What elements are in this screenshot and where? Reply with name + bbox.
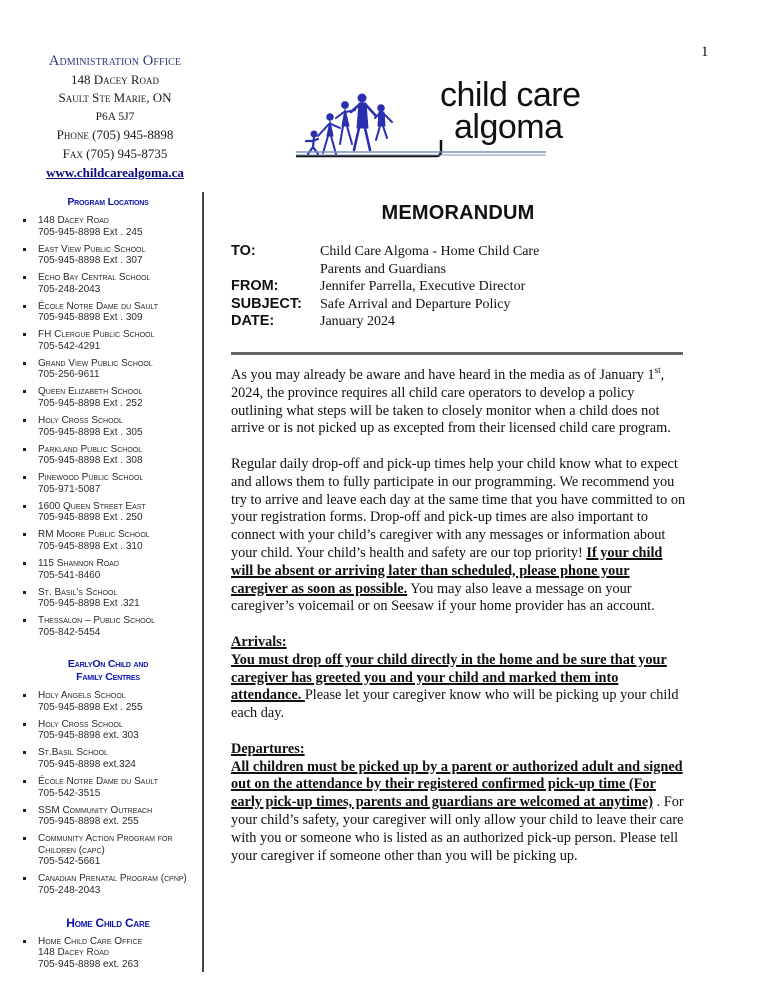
- header-divider: [231, 352, 683, 355]
- arrivals-heading: Arrivals:: [231, 633, 287, 650]
- location-name: Canadian Prenatal Program (cpnp): [38, 873, 187, 885]
- location-name: Pinewood Public School: [38, 472, 144, 484]
- location-phone: 705-945-8898 Ext . 310: [38, 540, 143, 552]
- memo-to-value: Child Care Algoma - Home Child Care: [320, 244, 540, 259]
- location-phone: 705-945-8898 ext. 303: [38, 730, 139, 742]
- location-phone: 705-945-8898 ext.324: [38, 759, 136, 771]
- list-item: [16, 244, 200, 267]
- admin-phone-label: Phone: [56, 127, 89, 143]
- location-phone: 705-248-2043: [38, 283, 101, 295]
- website-link[interactable]: www.childcarealgoma.ca: [46, 164, 184, 180]
- bullet-icon: [23, 877, 26, 880]
- location-name: RM Moore Public School: [38, 529, 150, 541]
- list-item: [16, 805, 200, 828]
- bullet-icon: [23, 533, 26, 536]
- list-item: [16, 873, 200, 896]
- list-item: [16, 776, 200, 799]
- list-item: [16, 558, 200, 581]
- memo-from-value: Jennifer Parrella, Executive Director: [320, 279, 526, 295]
- dropoff-text-a: Regular daily drop-off and pick-up times help your child know what to expect and allows them to fully participate in our programming. We recommend you try to arrive and leave each day at the same time that you have committed to on your registration forms. Drop-off and pick-up times are also important to connect with your child’s caregiver with any messages or information about your child. Your child’s health and safety are our top priority!: [231, 455, 686, 561]
- dropoff-emphasis: If your child will be absent or arriving later than scheduled, please phone your caregiver as soon as possible.: [231, 544, 663, 597]
- memo-to-row-2: [231, 261, 685, 279]
- memo-from-label: FROM:: [231, 278, 279, 295]
- admin-postal: P6A 5J7: [95, 110, 135, 123]
- location-phone: 705-945-8898 Ext . 245: [38, 226, 143, 238]
- list-item: [16, 472, 200, 495]
- location-phone: 705-971-5087: [38, 483, 101, 495]
- list-item: [16, 444, 200, 467]
- bullet-icon: [23, 248, 26, 251]
- bullet-icon: [23, 419, 26, 422]
- sidebar: [16, 196, 200, 976]
- bullet-icon: [23, 780, 26, 783]
- memo-title: MEMORANDUM: [381, 202, 535, 224]
- bullet-icon: [23, 619, 26, 622]
- bullet-icon: [23, 751, 26, 754]
- program-locations-heading: Program Locations: [67, 196, 149, 208]
- earlyon-heading: [16, 658, 200, 684]
- arrivals-emphasis: You must drop off your child directly in the home and be sure that your caregiver has greeted you and your child and marked them into attendance.: [231, 651, 667, 704]
- memo-date-label: DATE:: [231, 313, 275, 330]
- bullet-icon: [23, 723, 26, 726]
- memo-from-row: [231, 278, 685, 296]
- bullet-icon: [23, 276, 26, 279]
- location-name: St.Basil School: [38, 747, 108, 759]
- admin-fax-label: Fax: [62, 145, 83, 161]
- intro-text-a: As you may already be aware and have heard in the media as of January 1: [231, 367, 655, 383]
- paragraph-intro: [231, 367, 687, 438]
- bullet-icon: [23, 219, 26, 222]
- bullet-icon: [23, 562, 26, 565]
- location-phone: 705-542-3515: [38, 787, 101, 799]
- admin-office-title: Administration Office: [48, 53, 182, 69]
- bullet-icon: [23, 448, 26, 451]
- list-item: [16, 329, 200, 352]
- list-item: [16, 719, 200, 742]
- home-child-care-list: [16, 936, 200, 971]
- bullet-icon: [23, 837, 26, 840]
- location-name: Holy Angels School: [38, 690, 126, 702]
- location-name: Holy Cross School: [38, 415, 123, 427]
- location-phone: 705-945-8898 Ext . 250: [38, 512, 143, 524]
- location-name: Queen Elizabeth School: [38, 386, 143, 398]
- location-phone: 705-256-9611: [38, 369, 100, 381]
- memo-body: [231, 367, 687, 883]
- admin-address-line1: 148 Dacey Road: [70, 71, 160, 87]
- memo-to-row: [231, 243, 685, 261]
- location-name: Echo Bay Central School: [38, 272, 151, 284]
- list-item: [16, 833, 200, 868]
- intro-sup: st: [654, 365, 661, 376]
- location-phone: 705-945-8898 ext. 255: [38, 816, 139, 828]
- memo-subject-label: SUBJECT:: [231, 295, 302, 312]
- logo-text-line1: child care: [440, 76, 581, 114]
- dropoff-text-b: You may also leave a message on your caregiver’s voicemail or on Seesaw if your home provider has an account.: [231, 580, 655, 615]
- admin-phone: [20, 126, 210, 145]
- list-item: [16, 358, 200, 381]
- home-child-care-heading: Home Child Care: [66, 915, 150, 930]
- memo-fields: [231, 243, 685, 331]
- bullet-icon: [23, 591, 26, 594]
- intro-text-b: , 2024, the province requires all child care operators to develop a policy outlining what steps will be taken to closely monitor when a child does not arrive or is not picked up as excepted from their licensed child care program.: [231, 367, 671, 437]
- memo-subject-value: Safe Arrival and Departure Policy: [320, 296, 511, 312]
- bullet-icon: [23, 305, 26, 308]
- departures-text: . For your child’s safety, your caregiver will only allow your child to leave their care with you or someone who is listed as an authorized pick-up person. Please tell your caregiver if someone other than you will be picking up.: [231, 794, 684, 864]
- location-phone: 705-945-8898 Ext . 309: [38, 312, 143, 324]
- location-phone: 705-945-8898 Ext . 255: [38, 701, 143, 713]
- memo-date-value: January 2024: [320, 314, 396, 330]
- bullet-icon: [23, 390, 26, 393]
- list-item: [16, 415, 200, 438]
- admin-fax: [20, 145, 210, 164]
- admin-fax-value: (705) 945-8735: [86, 145, 168, 161]
- memo-subject-row: [231, 296, 685, 314]
- bullet-icon: [23, 940, 26, 943]
- bullet-icon: [23, 362, 26, 365]
- memo-to-label: TO:: [231, 243, 256, 259]
- list-item: [16, 386, 200, 409]
- location-name: Grand View Public School: [38, 357, 153, 369]
- location-name: 148 Dacey Road: [38, 215, 109, 226]
- location-phone: 705-842-5454: [38, 626, 101, 638]
- location-name: St. Basil's School: [38, 586, 118, 598]
- memo-label-spacer: [231, 261, 320, 279]
- memo-date-row: [231, 313, 685, 331]
- location-name: 1600 Queen Street East: [38, 500, 146, 512]
- list-item: [16, 936, 200, 971]
- departures-heading: Departures:: [231, 740, 305, 757]
- earlyon-heading-line1: EarlyOn Child and: [67, 658, 149, 671]
- logo-underline: [296, 150, 546, 162]
- location-name: École Notre Dame du Sault: [38, 776, 159, 788]
- location-address: 148 Dacey Road: [38, 947, 109, 959]
- paragraph-dropoff: [231, 456, 687, 616]
- list-item: [16, 747, 200, 770]
- list-item: [16, 501, 200, 524]
- location-phone: 705-542-4291: [38, 340, 101, 352]
- location-phone: 705-945-8898 Ext . 307: [38, 255, 143, 267]
- arrivals-text: Please let your caregiver know who will be picking up your child each day.: [231, 687, 679, 722]
- location-name: East View Public School: [38, 243, 146, 255]
- admin-address-line2: Sault Ste Marie, ON: [58, 90, 172, 106]
- page-number: 1: [701, 44, 709, 60]
- paragraph-departures: [231, 741, 687, 866]
- location-phone: 705-541-8460: [38, 569, 101, 581]
- location-name: Thessalon – Public School: [38, 615, 155, 627]
- location-name: Holy Cross School: [38, 718, 123, 730]
- bullet-icon: [23, 694, 26, 697]
- location-name: FH Clergue Public School: [38, 329, 155, 341]
- child-care-algoma-logo: [296, 78, 656, 158]
- location-name: 115 Shannon Road: [38, 557, 119, 569]
- bullet-icon: [23, 809, 26, 812]
- location-name: Community Action Program for Children (capc): [38, 833, 173, 856]
- location-phone: 705-945-8898 ext. 263: [38, 958, 139, 970]
- bullet-icon: [23, 333, 26, 336]
- location-name: Home Child Care Office: [38, 935, 143, 947]
- location-name: SSM Community Outreach: [38, 804, 153, 816]
- list-item: [16, 301, 200, 324]
- memo-to-value-2: Parents and Guardians: [320, 261, 446, 277]
- earlyon-list: [16, 690, 200, 896]
- location-name: Parkland Public School: [38, 443, 143, 455]
- location-phone: 705-945-8898 Ext . 252: [38, 398, 143, 410]
- list-item: [16, 587, 200, 610]
- logo-text-line2: algoma: [454, 108, 563, 146]
- admin-office-block: [20, 52, 210, 182]
- list-item: [16, 690, 200, 713]
- list-item: [16, 272, 200, 295]
- earlyon-heading-line2: Family Centres: [76, 671, 140, 684]
- location-phone: 705-542-5661: [38, 856, 101, 868]
- list-item: [16, 215, 200, 238]
- admin-phone-value: (705) 945-8898: [92, 127, 174, 143]
- bullet-icon: [23, 476, 26, 479]
- location-name: École Notre Dame du Sault: [38, 300, 159, 312]
- earlyon-section: [16, 658, 200, 896]
- home-child-care-section: [16, 917, 200, 971]
- location-phone: 705-248-2043: [38, 884, 101, 896]
- location-phone: 705-945-8898 Ext . 308: [38, 455, 143, 467]
- departures-emphasis: All children must be picked up by a parent or authorized adult and signed out on the attendance by their registered confirmed pick-up time (For early pick-up times, parents and guardians are welcomed at anytime): [231, 758, 683, 811]
- program-locations-list: [16, 215, 200, 638]
- sidebar-divider: [202, 192, 204, 972]
- location-phone: 705-945-8898 Ext .321: [38, 598, 140, 610]
- list-item: [16, 529, 200, 552]
- list-item: [16, 615, 200, 638]
- bullet-icon: [23, 505, 26, 508]
- location-phone: 705-945-8898 Ext . 305: [38, 426, 143, 438]
- paragraph-arrivals: [231, 634, 687, 723]
